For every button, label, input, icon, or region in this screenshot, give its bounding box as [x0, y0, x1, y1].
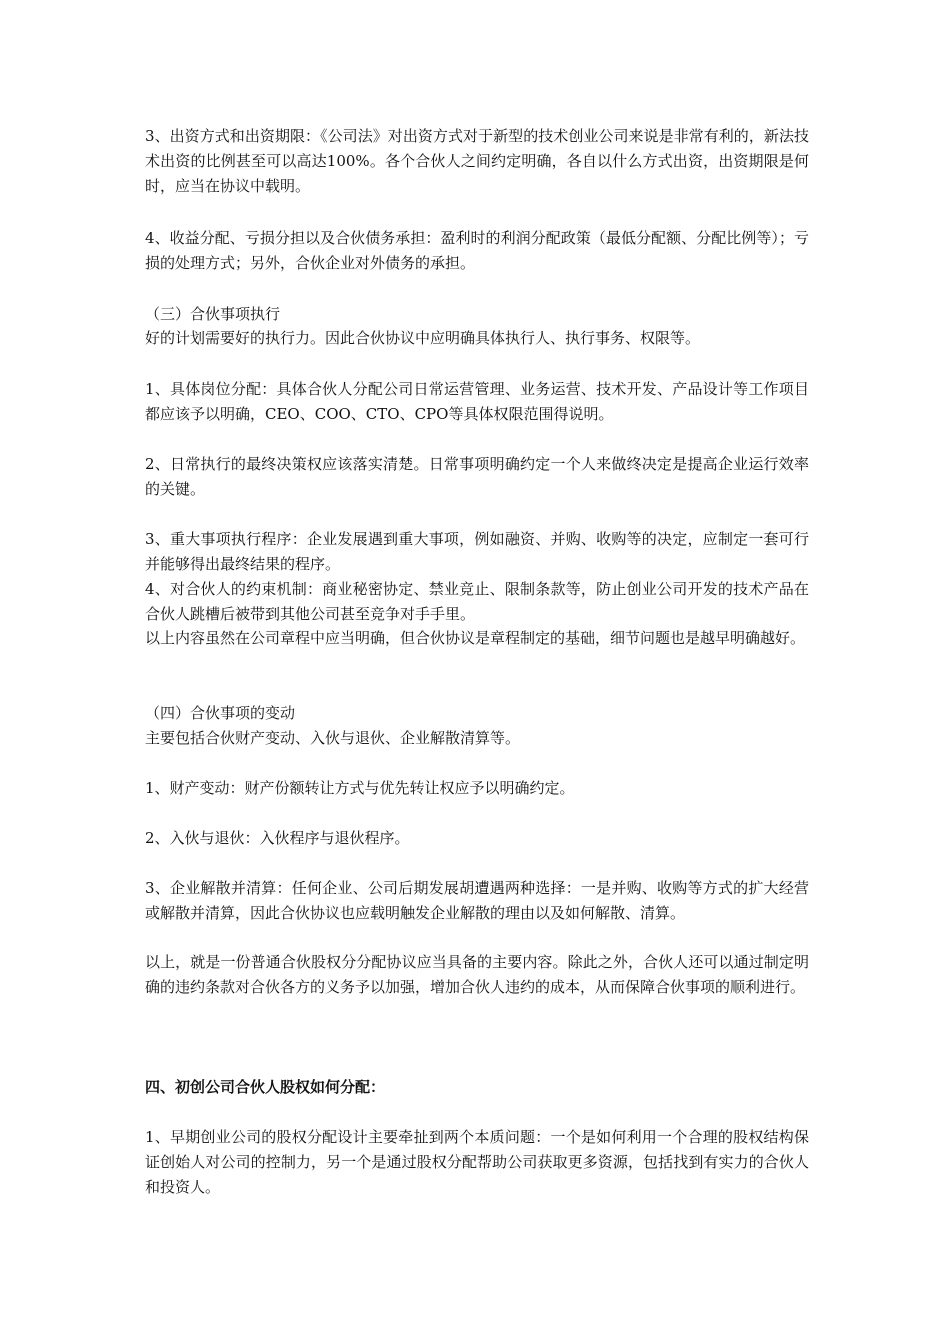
paragraph-constraints: 4、对合伙人的约束机制：商业秘密协定、禁业竞止、限制条款等，防止创业公司开发的技术产品在合伙人跳槽后被带到其他公司甚至竞争对手手里。	[145, 580, 809, 623]
paragraph-dissolution: 3、企业解散并清算：任何企业、公司后期发展胡遭遇两种选择：一是并购、收购等方式的扩大经营或解散并清算，因此合伙协议也应载明触发企业解散的理由以及如何解散、清算。	[145, 879, 809, 922]
paragraph-changes-intro: 主要包括合伙财产变动、入伙与退伙、企业解散清算等。	[145, 729, 521, 747]
section-title-changes: （四）合伙事项的变动	[145, 704, 296, 722]
paragraph-decision-authority: 2、日常执行的最终决策权应该落实清楚。日常事项明确约定一个人来做终决定是提高企业运行效率的关键。	[145, 455, 809, 498]
paragraph-capital-contribution: 3、出资方式和出资期限：《公司法》对出资方式对于新型的技术创业公司来说是非常有利的，新法技术出资的比例甚至可以高达100%。各个合伙人之间约定明确，各自以什么方式出资，出资期限是何时，应当在协议中载明。	[145, 127, 809, 195]
paragraph-early-equity-design: 1、早期创业公司的股权分配设计主要牵扯到两个本质问题：一个是如何利用一个合理的股权结构保证创始人对公司的控制力，另一个是通过股权分配帮助公司获取更多资源，包括找到有实力的合伙人和投资人。	[145, 1128, 809, 1196]
paragraph-execution-intro: 好的计划需要好的执行力。因此合伙协议中应明确具体执行人、执行事务、权限等。	[145, 329, 701, 347]
paragraph-property-change: 1、财产变动：财产份额转让方式与优先转让权应予以明确约定。	[145, 779, 575, 797]
paragraph-articles-note: 以上内容虽然在公司章程中应当明确，但合伙协议是章程制定的基础，细节问题也是越早明确越好。	[145, 629, 806, 647]
paragraph-summary: 以上，就是一份普通合伙股权分分配协议应当具备的主要内容。除此之外，合伙人还可以通过制定明确的违约条款对合伙各方的义务予以加强，增加合伙人违约的成本，从而保障合伙事项的顺利进行。	[145, 953, 809, 996]
paragraph-profit-distribution: 4、收益分配、亏损分担以及合伙债务承担：盈利时的利润分配政策（最低分配额、分配比例等）；亏损的处理方式；另外，合伙企业对外债务的承担。	[145, 229, 809, 272]
section-heading-equity-allocation: 四、初创公司合伙人股权如何分配：	[145, 1078, 386, 1096]
paragraph-join-exit: 2、入伙与退伙：入伙程序与退伙程序。	[145, 829, 410, 847]
paragraph-major-matters: 3、重大事项执行程序：企业发展遇到重大事项，例如融资、并购、收购等的决定，应制定一套可行并能够得出最终结果的程序。	[145, 530, 809, 573]
paragraph-position-allocation: 1、具体岗位分配：具体合伙人分配公司日常运营管理、业务运营、技术开发、产品设计等工作项目都应该予以明确，CEO、COO、CTO、CPO等具体权限范围得说明。	[145, 380, 809, 423]
section-title-execution: （三）合伙事项执行	[145, 305, 281, 323]
